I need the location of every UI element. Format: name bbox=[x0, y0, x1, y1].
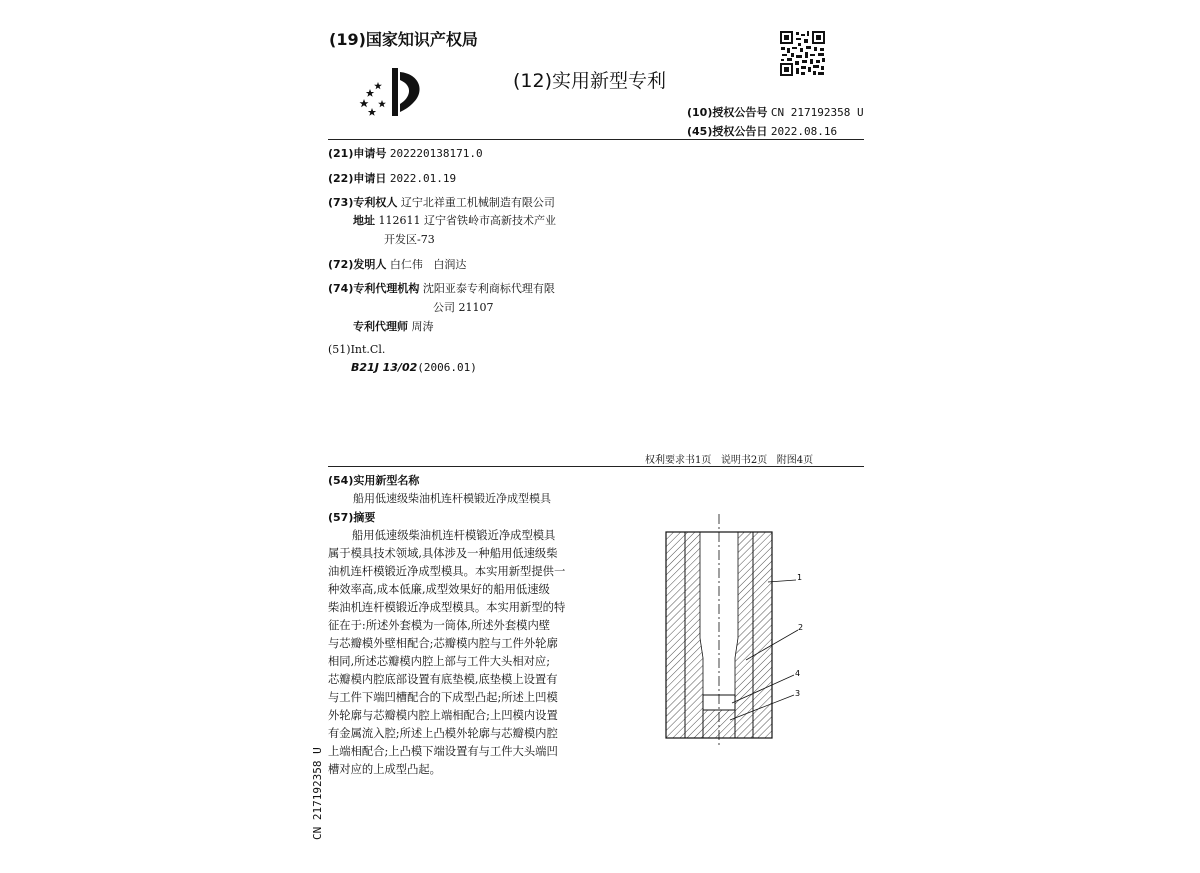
office-name: (19)国家知识产权局 bbox=[329, 30, 478, 49]
side-publication-number: CN 217192358 U bbox=[311, 747, 324, 840]
title-label: (54)实用新型名称 bbox=[328, 474, 420, 487]
figure-label-1: 1 bbox=[797, 573, 803, 582]
application-number-row bbox=[328, 145, 483, 161]
divider bbox=[328, 139, 864, 140]
figure-label-3: 3 bbox=[795, 689, 801, 698]
agency-line-1: 沈阳亚泰专利商标代理有限 bbox=[422, 282, 555, 295]
core-die-left bbox=[685, 532, 703, 738]
address-label: 地址 bbox=[353, 214, 375, 227]
agent: 周涛 bbox=[411, 320, 434, 333]
publication-number-label: (10)授权公告号 bbox=[687, 106, 768, 119]
abstract-line: 芯瓣模内腔底部设置有底垫模,底垫模上设置有 bbox=[328, 673, 558, 686]
abstract-label: (57)摘要 bbox=[328, 511, 376, 524]
document-type: (12)实用新型专利 bbox=[513, 70, 667, 92]
qr-code bbox=[779, 30, 826, 77]
pages-info: 权利要求书1页 说明书2页 附图4页 bbox=[645, 455, 814, 466]
agency-line-2: 公司 21107 bbox=[433, 301, 494, 314]
abstract-line: 油机连杆模锻近净成型模具。本实用新型提供一 bbox=[328, 565, 566, 578]
patentee: 辽宁北祥重工机械制造有限公司 bbox=[400, 196, 555, 209]
application-date-label: (22)申请日 bbox=[328, 172, 387, 185]
abstract-line: 相同,所述芯瓣模内腔上部与工件大头相对应; bbox=[328, 655, 551, 668]
agent-row bbox=[353, 318, 434, 334]
logo-curve bbox=[400, 72, 420, 112]
logo-star bbox=[374, 82, 382, 89]
application-date-row bbox=[328, 170, 456, 186]
abstract-line: 上端相配合;上凸模下端设置有与工件大头端凹 bbox=[328, 745, 558, 758]
application-date: 2022.01.19 bbox=[389, 172, 457, 185]
abstract-line: 外轮廓与芯瓣模内腔上端相配合;上凹模内设置 bbox=[328, 709, 558, 722]
publication-date-row bbox=[687, 123, 837, 139]
abstract-line: 与工件下端凹槽配合的下成型凸起;所述上凹模 bbox=[328, 691, 558, 704]
agency-row bbox=[328, 280, 555, 296]
abstract-line: 船用低速级柴油机连杆模锻近净成型模具 bbox=[352, 529, 556, 542]
agency-label: (74)专利代理机构 bbox=[328, 282, 420, 295]
intcl-row bbox=[351, 361, 477, 374]
logo-star bbox=[360, 99, 369, 107]
figure-label-4: 4 bbox=[795, 669, 801, 678]
intcl-class: B21J 13/02 bbox=[351, 361, 418, 374]
patentee-row bbox=[328, 194, 555, 210]
address-line-1: 112611 辽宁省铁岭市高新技术产业 bbox=[378, 214, 556, 227]
die-drawing bbox=[660, 510, 820, 750]
abstract-line: 属于模具技术领域,具体涉及一种船用低速级柴 bbox=[328, 547, 558, 560]
publication-number: CN 217192358 U bbox=[770, 106, 864, 119]
logo-stroke bbox=[392, 68, 398, 116]
address-row bbox=[353, 212, 556, 228]
patentee-label: (73)专利权人 bbox=[328, 196, 398, 209]
core-die-right bbox=[735, 532, 753, 738]
inventor-row bbox=[328, 256, 466, 272]
abstract-line: 征在于:所述外套模为一筒体,所述外套模内壁 bbox=[328, 619, 551, 632]
abstract-line: 种效率高,成本低廉,成型效果好的船用低速级 bbox=[328, 583, 550, 596]
agent-label: 专利代理师 bbox=[353, 320, 408, 333]
abstract-line: 有金属流入腔;所述上凸模外轮廓与芯瓣模内腔 bbox=[328, 727, 558, 740]
inventors: 白仁伟 白润达 bbox=[389, 258, 467, 271]
utility-model-title: 船用低速级柴油机连杆模锻近净成型模具 bbox=[353, 492, 551, 505]
publication-date: 2022.08.16 bbox=[770, 125, 838, 138]
abstract-line: 槽对应的上成型凸起。 bbox=[328, 763, 441, 776]
intcl-version: (2006.01) bbox=[417, 361, 477, 374]
divider bbox=[328, 466, 864, 467]
cnipa-logo bbox=[358, 64, 428, 118]
logo-star bbox=[378, 100, 386, 107]
figure-label-2: 2 bbox=[798, 623, 804, 632]
publication-date-label: (45)授权公告日 bbox=[687, 125, 768, 138]
outer-sleeve-left bbox=[666, 532, 685, 738]
abstract-text bbox=[328, 527, 585, 779]
application-number-label: (21)申请号 bbox=[328, 147, 387, 160]
abstract-line: 与芯瓣模外壁相配合;芯瓣模内腔与工件外轮廓 bbox=[328, 637, 558, 650]
publication-number-row bbox=[687, 104, 864, 120]
logo-star bbox=[366, 89, 374, 97]
abstract-line: 柴油机连杆模锻近净成型模具。本实用新型的特 bbox=[328, 601, 566, 614]
logo-star bbox=[368, 108, 376, 116]
intcl-label: (51)Int.Cl. bbox=[328, 343, 386, 356]
application-number: 202220138171.0 bbox=[389, 147, 483, 160]
inventor-label: (72)发明人 bbox=[328, 258, 387, 271]
address-line-2: 开发区-73 bbox=[384, 233, 435, 246]
